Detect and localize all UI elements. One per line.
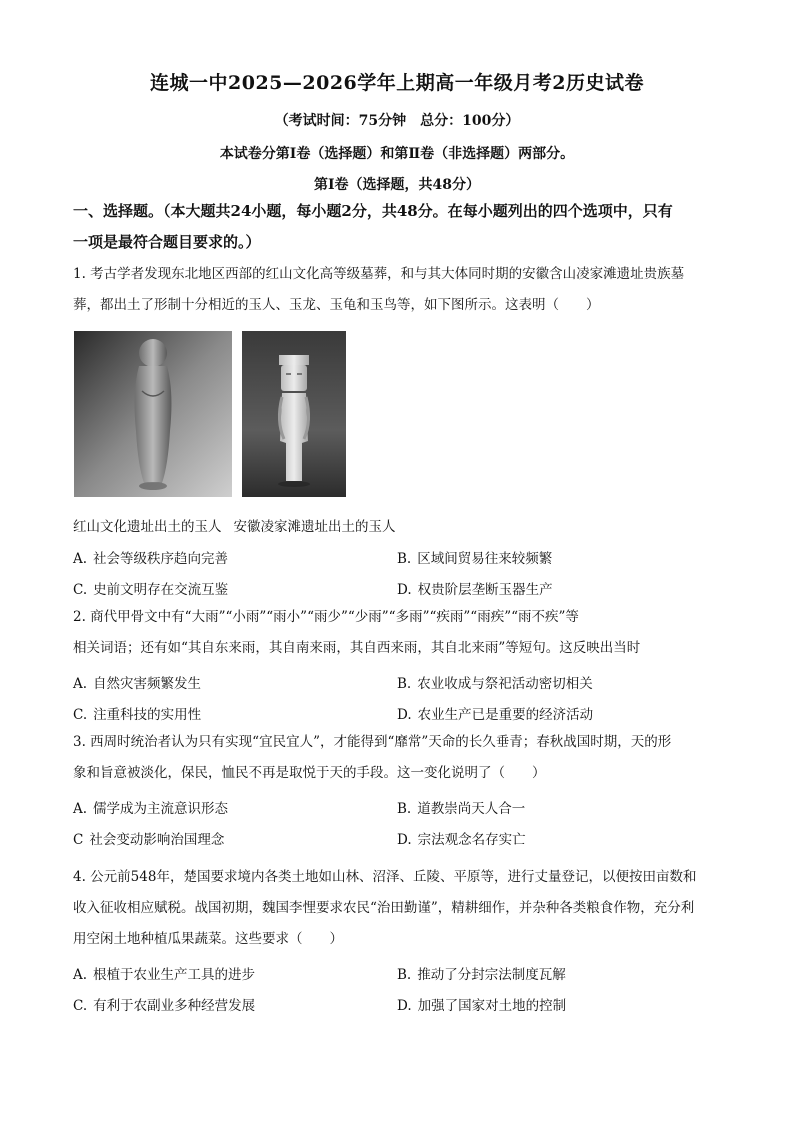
option-text: 加强了国家对土地的控制 — [417, 998, 567, 1014]
option-text: 注重科技的实用性 — [93, 707, 202, 723]
option-letter: B. — [397, 801, 412, 817]
question-3-option-c[interactable] — [73, 828, 224, 848]
option-text: 史前文明存在交流互鉴 — [93, 582, 229, 598]
question-4-line-3: 用空闲土地种植瓜果蔬菜。这些要求（ ） — [73, 931, 343, 947]
lingjiatan-jade-figure-photo — [242, 331, 346, 497]
option-text: 区域间贸易往来较频繁 — [417, 551, 553, 567]
question-1-line-1: 1. 考古学者发现东北地区西部的红山文化高等级墓葬，和与其大体同时期的安徽含山凌家滩遗址贵族墓 — [73, 266, 685, 282]
option-letter: C — [73, 832, 84, 848]
option-letter: B. — [397, 967, 412, 983]
question-2-option-a[interactable] — [73, 672, 201, 692]
part-one-heading: 第Ⅰ卷（选择题，共48分） — [313, 177, 481, 193]
exam-info: （考试时间：75分钟 总分：100分） — [274, 113, 520, 129]
option-text: 根植于农业生产工具的进步 — [93, 967, 256, 983]
option-text: 农业生产已是重要的经济活动 — [417, 707, 594, 723]
question-2-line-2: 相关词语；还有如“其自东来雨，其自南来雨，其自西来雨，其自北来雨”等短句。这反映出当时 — [73, 640, 641, 656]
option-letter: D. — [397, 707, 412, 723]
option-text: 农业收成与祭祀活动密切相关 — [417, 676, 593, 692]
option-text: 宗法观念名存实亡 — [417, 832, 526, 848]
option-letter: C. — [73, 582, 88, 598]
caption-hongshan: 红山文化遗址出土的玉人 — [73, 519, 222, 535]
option-text: 道教崇尚天人合一 — [417, 801, 526, 817]
photo-captions — [73, 515, 396, 535]
question-1-option-a[interactable] — [73, 547, 228, 567]
option-letter: D. — [397, 582, 412, 598]
question-3-line-2: 象和旨意被淡化，保民，恤民不再是取悦于天的手段。这一变化说明了（ ） — [73, 765, 546, 781]
option-letter: D. — [397, 832, 412, 848]
option-letter: B. — [397, 551, 412, 567]
question-1-option-b[interactable] — [397, 547, 552, 567]
option-letter: A. — [73, 551, 88, 567]
structure-note: 本试卷分第Ⅰ卷（选择题）和第Ⅱ卷（非选择题）两部分。 — [219, 146, 575, 162]
option-letter: C. — [73, 707, 88, 723]
option-letter: A. — [73, 801, 88, 817]
question-4-option-d[interactable] — [397, 994, 566, 1014]
option-letter: A. — [73, 967, 88, 983]
question-4-line-2: 收入征收相应赋税。战国初期，魏国李悝要求农民“治田勤谨”，精耕细作，并杂种各类粮食作物，充分利 — [73, 900, 695, 916]
section-instruction-line-2: 一项是最符合题目要求的。） — [73, 233, 261, 251]
section-instruction-line-1: 一、选择题。（本大题共24小题，每小题2分，共48分。在每小题列出的四个选项中，只有 — [73, 202, 673, 220]
option-text: 权贵阶层垄断玉器生产 — [417, 582, 553, 598]
option-text: 儒学成为主流意识形态 — [93, 801, 229, 817]
option-letter: C. — [73, 998, 88, 1014]
question-1-option-d[interactable] — [397, 578, 553, 598]
question-4-option-c[interactable] — [73, 994, 255, 1014]
option-letter: B. — [397, 676, 412, 692]
question-3-option-d[interactable] — [397, 828, 526, 848]
question-2-option-d[interactable] — [397, 703, 593, 723]
question-2-line-1: 2. 商代甲骨文中有“大雨”“小雨”“雨小”“雨少”“少雨”“多雨”“疾雨”“雨疾”“雨不疾”等 — [73, 609, 579, 625]
option-text: 社会等级秩序趋向完善 — [93, 551, 229, 567]
question-3-line-1: 3. 西周时统治者认为只有实现“宜民宜人”，才能得到“靡常”天命的长久垂青；春秋战国时期，天的形 — [73, 734, 672, 750]
option-text: 推动了分封宗法制度瓦解 — [417, 967, 566, 983]
question-1-option-c[interactable] — [73, 578, 228, 598]
question-2-option-b[interactable] — [397, 672, 593, 692]
caption-lingjiatan: 安徽凌家滩遗址出土的玉人 — [233, 519, 396, 535]
hongshan-jade-figure-photo — [74, 331, 232, 497]
option-letter: D. — [397, 998, 412, 1014]
option-letter: A. — [73, 676, 88, 692]
question-3-option-b[interactable] — [397, 797, 525, 817]
option-text: 自然灾害频繁发生 — [93, 676, 202, 692]
option-text: 社会变动影响治国理念 — [89, 832, 225, 848]
exam-title: 连城一中2025—2026学年上期高一年级月考2历史试卷 — [150, 72, 644, 94]
question-4-line-1: 4. 公元前548年，楚国要求境内各类土地如山林、沼泽、丘陵、平原等，进行丈量登记，以便按田亩数和 — [73, 869, 697, 885]
question-4-option-a[interactable] — [73, 963, 255, 983]
question-2-option-c[interactable] — [73, 703, 201, 723]
question-4-option-b[interactable] — [397, 963, 566, 983]
option-text: 有利于农副业多种经营发展 — [93, 998, 256, 1014]
question-3-option-a[interactable] — [73, 797, 228, 817]
question-1-line-2: 葬，都出土了形制十分相近的玉人、玉龙、玉龟和玉鸟等，如下图所示。这表明（ ） — [73, 297, 600, 313]
